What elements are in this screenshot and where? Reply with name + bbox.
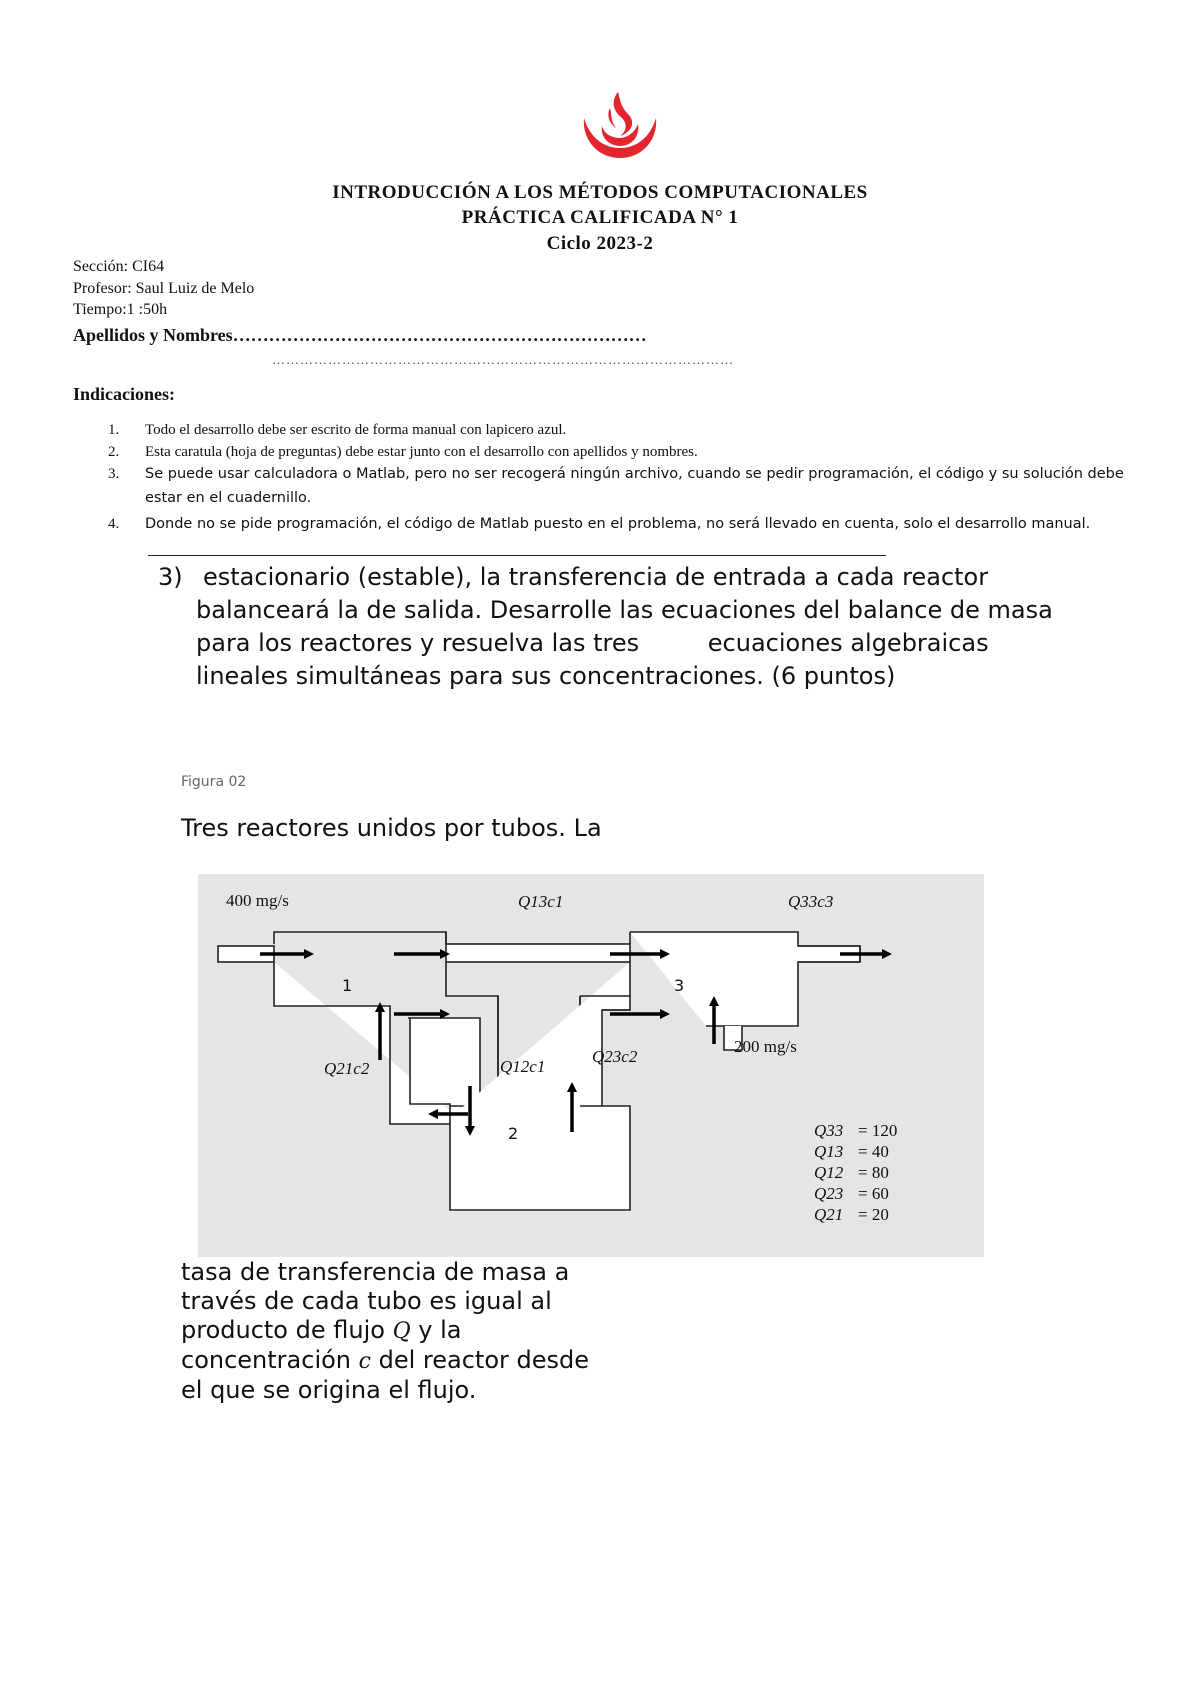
flow-q23-label: Q23c2: [592, 1047, 638, 1066]
description-text: del reactor desde: [370, 1346, 589, 1374]
problem-line: estacionario (estable), la transferencia de entrada a cada reactor: [203, 563, 989, 591]
instruction-number: 3.: [108, 466, 120, 482]
flow-q12-label: Q12c1: [500, 1057, 546, 1076]
flow-q13-label: Q13c1: [518, 892, 564, 911]
flow-value-name: Q23: [814, 1184, 844, 1203]
flow-value-name: Q12: [814, 1163, 844, 1182]
flow-value: = 80: [858, 1163, 889, 1182]
instruction-number: 1.: [108, 422, 120, 438]
flow-value: = 120: [858, 1121, 898, 1140]
professor-info: Profesor: Saul Luiz de Melo: [73, 280, 255, 297]
reactor-3-label: 3: [674, 976, 685, 995]
instruction-text: Todo el desarrollo debe ser escrito de forma manual con lapicero azul.: [145, 422, 567, 438]
section-info: Sección: CI64: [73, 258, 165, 275]
description-line: tasa de transferencia de masa a: [181, 1258, 570, 1286]
flow-value: = 60: [858, 1184, 889, 1203]
description-line: través de cada tubo es igual al: [181, 1287, 552, 1315]
problem-line: balanceará la de salida. Desarrolle las ecuaciones del balance de masa: [196, 596, 1053, 624]
upc-logo-icon: [580, 88, 660, 160]
flow-value-name: Q13: [814, 1142, 844, 1161]
inflow-3-label: 200 mg/s: [734, 1037, 797, 1056]
description-line: [181, 1316, 589, 1346]
instruction-text: Donde no se pide programación, el código de Matlab puesto en el problema, no será llevado en cuenta, solo el desarrollo manual.: [145, 516, 1091, 532]
time-info: Tiempo:1 :50h: [73, 301, 168, 318]
flow-value-name: Q33: [814, 1121, 844, 1140]
instruction-text: Se puede usar calculadora o Matlab, pero no ser recogerá ningún archivo, cuando se pedir programación, el código y su solución debe estar en el cuadernillo.: [145, 466, 1124, 506]
separator-line: [148, 555, 886, 556]
instruction-number: 2.: [108, 444, 120, 460]
flow-q33-label: Q33c3: [788, 892, 834, 911]
variable-c: c: [358, 1349, 371, 1374]
flow-value: = 40: [858, 1142, 889, 1161]
description-text: producto de flujo: [181, 1316, 393, 1344]
instructions-title: Indicaciones:: [73, 384, 176, 404]
flow-q21-label: Q21c2: [324, 1059, 370, 1078]
problem-line: para los reactores y resuelva las tres ecuaciones algebraicas: [196, 629, 989, 657]
flow-value-name: Q21: [814, 1205, 844, 1224]
figure-intro-text: Tres reactores unidos por tubos. La: [181, 814, 602, 842]
flow-value: = 20: [858, 1205, 889, 1224]
reactor-1-label: 1: [342, 976, 353, 995]
inflow-1-label: 400 mg/s: [226, 891, 289, 910]
problem-number: 3): [158, 563, 183, 591]
problem-line: lineales simultáneas para sus concentraciones. (6 puntos): [196, 662, 896, 690]
reactor-2-label: 2: [508, 1124, 519, 1143]
variable-q: Q: [392, 1319, 411, 1344]
figure-description: [181, 1258, 589, 1405]
exam-cycle: Ciclo 2023-2: [546, 233, 654, 254]
name-field-line: ………………………………………………………………………………………: [272, 352, 734, 367]
name-field-label: Apellidos y Nombres……………………………………………………………: [73, 325, 647, 345]
exam-subtitle: PRÁCTICA CALIFICADA N° 1: [461, 207, 739, 228]
reactor-diagram: [198, 874, 984, 1257]
description-text: y la: [410, 1316, 462, 1344]
instruction-text: Esta caratula (hoja de preguntas) debe estar junto con el desarrollo con apellidos y nombres.: [145, 444, 698, 460]
description-text: concentración: [181, 1346, 359, 1374]
instruction-number: 4.: [108, 516, 120, 532]
course-title: INTRODUCCIÓN A LOS MÉTODOS COMPUTACIONALES: [332, 182, 868, 203]
description-line: [181, 1346, 589, 1376]
description-line: el que se origina el flujo.: [181, 1376, 477, 1404]
figure-caption: Figura 02: [181, 774, 247, 790]
